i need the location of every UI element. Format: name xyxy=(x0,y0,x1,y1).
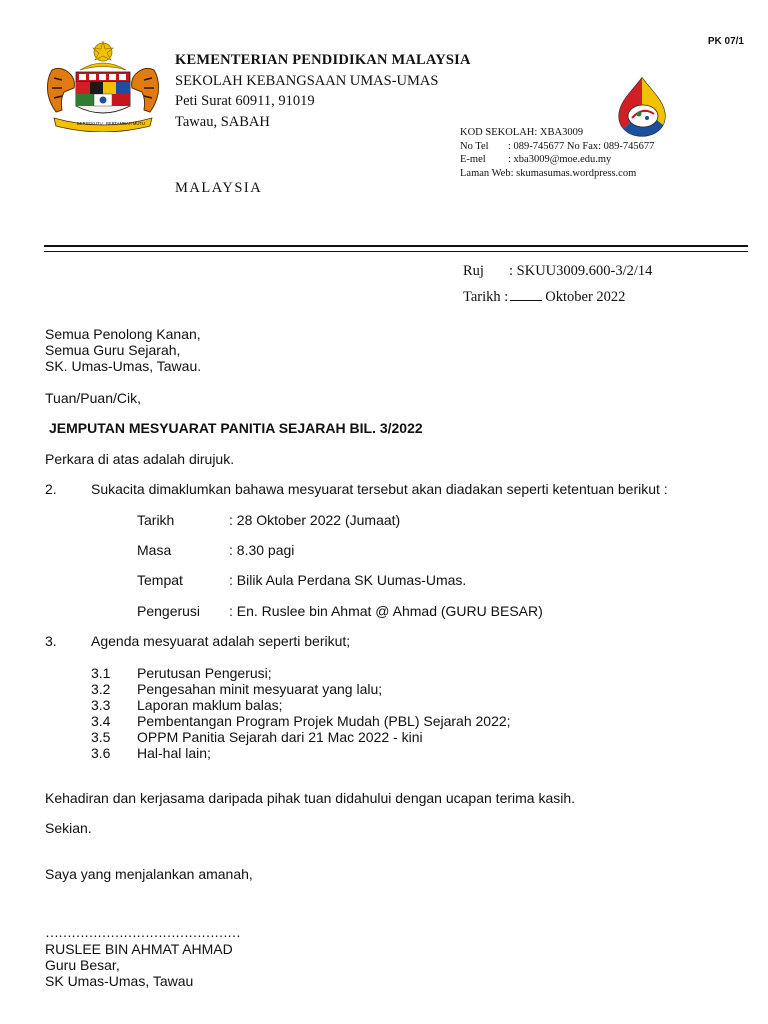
tel-label: No Tel xyxy=(460,140,489,152)
reference-block xyxy=(463,258,652,310)
form-code: PK 07/1 xyxy=(707,36,744,47)
agenda-text: Pembentangan Program Projek Mudah (PBL) Sejarah 2022; xyxy=(137,713,511,729)
agenda-text: Perutusan Pengerusi; xyxy=(137,665,272,681)
ministry-name: KEMENTERIAN PENDIDIKAN MALAYSIA xyxy=(175,52,471,68)
agenda-text: Hal-hal lain; xyxy=(137,745,211,761)
detail-value: : En. Ruslee bin Ahmat @ Ahmad (GURU BESAR) xyxy=(229,603,543,619)
opening-line: Perkara di atas adalah dirujuk. xyxy=(45,451,235,467)
school-name: SEKOLAH KEBANGSAAN UMAS-UMAS xyxy=(175,72,439,89)
recipient-line: SK. Umas-Umas, Tawau. xyxy=(45,358,202,374)
detail-label: Pengerusi xyxy=(137,603,201,619)
ruj-label: Ruj xyxy=(463,263,484,279)
detail-label: Tempat xyxy=(137,572,183,588)
subject-line: JEMPUTAN MESYUARAT PANITIA SEJARAH BIL. 3/2022 xyxy=(49,420,423,436)
date-label: Tarikh : xyxy=(463,289,509,305)
recipient-line: Semua Guru Sejarah, xyxy=(45,342,181,358)
email-label: E-mel xyxy=(460,154,486,165)
agenda-number: 3.1 xyxy=(91,665,111,681)
sekian-line: Sekian. xyxy=(45,820,92,836)
tel-value: : 089-745677 No Fax: 089-745677 xyxy=(508,140,655,152)
agenda-text: OPPM Panitia Sejarah dari 21 Mac 2022 - kini xyxy=(137,729,423,745)
agenda-number: 3.2 xyxy=(91,681,111,697)
detail-value: : 28 Oktober 2022 (Jumaat) xyxy=(229,512,401,528)
signatory-school: SK Umas-Umas, Tawau xyxy=(45,973,194,989)
paragraph-text: Sukacita dimaklumkan bahawa mesyuarat tersebut akan diadakan seperti ketentuan berikut : xyxy=(91,481,668,497)
agenda-number: 3.3 xyxy=(91,697,111,713)
detail-value: : Bilik Aula Perdana SK Uumas-Umas. xyxy=(229,572,467,588)
salutation: Tuan/Puan/Cik, xyxy=(45,390,141,406)
closing-line: Kehadiran dan kerjasama daripada pihak tuan didahului dengan ucapan terima kasih. xyxy=(45,790,576,806)
detail-label: Tarikh xyxy=(137,512,175,528)
agenda-text: Laporan maklum balas; xyxy=(137,697,283,713)
paragraph-number: 3. xyxy=(45,633,57,649)
header-rule xyxy=(44,245,748,247)
signature-line: ……………………………………… xyxy=(45,924,240,940)
agenda-text: Pengesahan minit mesyuarat yang lalu; xyxy=(137,681,383,697)
signatory-title: Guru Besar, xyxy=(45,957,120,973)
email-value[interactable]: : xba3009@moe.edu.my xyxy=(508,154,612,165)
crest-motto-right: BERTAMBAH MUTU xyxy=(106,121,145,126)
website[interactable]: Laman Web: skumasumas.wordpress.com xyxy=(460,167,637,179)
date-value: Oktober 2022 xyxy=(545,289,626,305)
school-code: KOD SEKOLAH: XBA3009 xyxy=(460,127,584,138)
recipient-line: Semua Penolong Kanan, xyxy=(45,326,201,342)
date-blank xyxy=(510,289,542,301)
country: MALAYSIA xyxy=(175,180,263,196)
crest-motto-left: BERSEKUTU xyxy=(77,121,103,126)
po-box: Peti Surat 60911, 91019 xyxy=(175,93,315,109)
signatory-name: RUSLEE BIN AHMAT AHMAD xyxy=(45,941,233,957)
agenda-number: 3.4 xyxy=(91,713,111,729)
agenda-number: 3.6 xyxy=(91,745,111,761)
trust-line: Saya yang menjalankan amanah, xyxy=(45,866,253,882)
paragraph-number: 2. xyxy=(45,481,57,497)
header-rule-thin xyxy=(44,251,748,252)
letterhead xyxy=(175,50,471,132)
coat-of-arms-icon xyxy=(44,40,162,132)
agenda-number: 3.5 xyxy=(91,729,111,745)
detail-label: Masa xyxy=(137,542,172,558)
school-contacts xyxy=(460,126,654,180)
ruj-value: : SKUU3009.600-3/2/14 xyxy=(509,263,653,279)
town: Tawau, SABAH xyxy=(175,113,270,130)
detail-value: : 8.30 pagi xyxy=(229,542,295,558)
paragraph-text: Agenda mesyuarat adalah seperti berikut; xyxy=(91,633,351,649)
